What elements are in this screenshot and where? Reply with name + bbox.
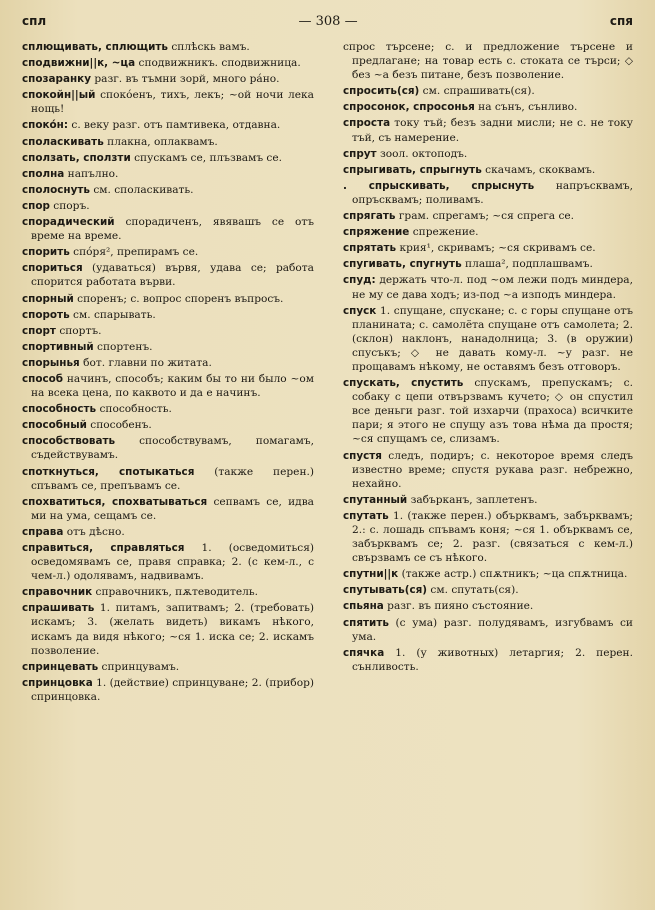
columns bbox=[22, 40, 633, 706]
entry-headword: спрут bbox=[343, 147, 377, 160]
entry-translation: см. спарывать. bbox=[73, 308, 156, 321]
entry-translation: (также астр.) спѫтникъ; ~ца спѫтница. bbox=[401, 568, 628, 581]
entry-headword: сполна bbox=[22, 167, 65, 180]
dictionary-entry bbox=[22, 418, 314, 432]
dictionary-entry bbox=[343, 376, 633, 446]
entry-translation: способствувамъ, помагамъ, съдействувамъ. bbox=[31, 435, 314, 462]
dictionary-entry bbox=[343, 273, 633, 301]
entry-headword: справиться, справляться bbox=[22, 542, 185, 554]
dictionary-entry bbox=[22, 88, 314, 116]
entry-headword: споласкивать bbox=[22, 135, 104, 148]
dictionary-entry bbox=[343, 147, 633, 161]
entry-headword: спутывать(ся) bbox=[343, 584, 428, 597]
dictionary-entry bbox=[22, 324, 314, 338]
entry-headword: спрягать bbox=[343, 210, 396, 223]
entry-translation: напълно. bbox=[67, 167, 119, 180]
entry-translation: справочникъ, пѫтеводитель. bbox=[95, 586, 259, 599]
entry-headword: спросить(ся) bbox=[343, 85, 420, 98]
dictionary-entry bbox=[343, 100, 633, 114]
entry-translation: напръсквамъ, опръсквамъ; поливамъ. bbox=[352, 179, 633, 206]
entry-translation: спортъ. bbox=[59, 324, 102, 337]
dictionary-entry bbox=[343, 509, 633, 565]
dictionary-entry bbox=[22, 356, 314, 370]
dictionary-entry bbox=[343, 84, 633, 98]
entry-translation: забърканъ, заплетенъ. bbox=[410, 493, 538, 506]
dictionary-entry bbox=[343, 241, 633, 255]
dictionary-entry bbox=[22, 118, 314, 132]
entry-translation: спрежение. bbox=[412, 226, 479, 239]
entry-headword: справочник bbox=[22, 586, 93, 599]
entry-translation: бот. главни по житата. bbox=[83, 356, 212, 369]
entry-headword: справа bbox=[22, 525, 64, 538]
entry-headword: спроста bbox=[343, 117, 391, 130]
entry-translation: держать что-л. под ~ом лежи подъ миндера, не му се дава ходъ; из-под ~а изподъ миндера. bbox=[352, 274, 633, 301]
dictionary-entry bbox=[22, 372, 314, 400]
entry-translation: спортенъ. bbox=[97, 340, 153, 353]
entry-headword: спохватиться, спохватываться bbox=[22, 495, 208, 508]
entry-translation: споръ. bbox=[53, 199, 90, 212]
entry-translation: сплѣскь вамъ. bbox=[171, 41, 250, 53]
entry-translation: спрос търсене; с. и предложение търсене и предлагане; на товар есть с. стоката се търси; ◇ без ~а безъ питане, безъ позволение. bbox=[343, 41, 633, 82]
entry-headword: спуд: bbox=[343, 274, 376, 287]
entry-translation: следъ, подиръ; с. некоторое время следъ известно време; спустя рукава разг. небрежно, нехайно. bbox=[352, 449, 633, 490]
entry-headword: сползать, сползти bbox=[22, 151, 131, 164]
entry-translation: см. споласкивать. bbox=[93, 183, 194, 196]
dictionary-entry bbox=[22, 308, 314, 322]
dictionary-entry bbox=[22, 434, 314, 462]
entry-translation: (удаваться) вървя, удава се; работа спорится работата върви. bbox=[31, 262, 314, 289]
entry-headword: . спрыскивать, спрыснуть bbox=[343, 179, 535, 192]
entry-headword: способствовать bbox=[22, 435, 116, 448]
entry-headword: спориться bbox=[22, 262, 83, 275]
dictionary-entry bbox=[22, 340, 314, 354]
entry-headword: спятить bbox=[343, 616, 389, 629]
entry-headword: спорный bbox=[22, 292, 74, 305]
entry-headword: спорт bbox=[22, 324, 56, 337]
entry-headword: спросонок, спросонья bbox=[343, 101, 475, 114]
entry-headword: спортивный bbox=[22, 340, 94, 353]
entry-headword: спринцевать bbox=[22, 660, 99, 673]
dictionary-entry bbox=[343, 304, 633, 374]
entry-translation: 1. питамъ, запитвамъ; 2. (требовать) искамъ; 3. (желать видеть) викамъ нѣкого, искамъ да видя нѣкого; ~ся 1. иска се; 2. искамъ позволение. bbox=[31, 602, 314, 657]
dictionary-entry bbox=[22, 215, 314, 243]
entry-headword: спорадический bbox=[22, 216, 115, 229]
entry-translation: крия¹, скривамъ; ~ся скривамъ се. bbox=[399, 242, 596, 255]
entry-headword: спозаранку bbox=[22, 73, 91, 86]
header-right-guideword: спя bbox=[609, 14, 633, 28]
entry-headword: спутни||к bbox=[343, 568, 399, 581]
entry-headword: спуск bbox=[343, 304, 377, 317]
entry-headword: спороть bbox=[22, 308, 70, 321]
entry-headword: спутанный bbox=[343, 493, 408, 506]
entry-translation: с. веку разг. отъ памтивека, отдавна. bbox=[71, 119, 281, 132]
entry-translation: споренъ; с. вопрос споренъ въпросъ. bbox=[77, 292, 284, 305]
dictionary-entry bbox=[343, 616, 633, 644]
page-number: — 308 — bbox=[298, 14, 358, 29]
dictionary-entry bbox=[22, 541, 314, 583]
page-header bbox=[22, 14, 633, 34]
entry-headword: способ bbox=[22, 372, 64, 385]
dictionary-entry bbox=[343, 567, 633, 581]
dictionary-entry bbox=[22, 167, 314, 181]
entry-headword: спорынья bbox=[22, 356, 80, 369]
entry-translation: споко́енъ, тихъ, лекъ; ~ой ночи лека нощь! bbox=[31, 89, 314, 116]
entry-translation: 1. спущане, спускане; с. с горы спущане отъ планината; с. самолёта спущане отъ самолета; 2. (склон) наклонъ, нанадолница; 3. (в оружии) спусъкъ; ◇ не давать кому-л. ~у разг. не прощавамъ нѣкому, не оставямъ безъ отговоръ. bbox=[352, 304, 634, 373]
dictionary-entry bbox=[22, 525, 314, 539]
entry-headword: споко́н: bbox=[22, 119, 69, 132]
entry-translation: скачамъ, скоквамъ. bbox=[485, 163, 596, 176]
entry-headword: спячка bbox=[343, 646, 385, 659]
entry-headword: сподвижни||к, ~ца bbox=[22, 57, 136, 70]
entry-headword: спрашивать bbox=[22, 602, 95, 615]
entry-translation: начинъ, способъ; каким бы то ни было ~ом на всека цена, по каквото и да е начинъ. bbox=[31, 372, 314, 400]
entry-translation: спо́ря², препирамъ се. bbox=[73, 246, 199, 259]
dictionary-entry bbox=[22, 56, 314, 70]
entry-translation: см. спрашивать(ся). bbox=[422, 85, 535, 98]
entry-translation: см. спутать(ся). bbox=[430, 584, 519, 597]
entry-headword: спугивать, спугнуть bbox=[343, 258, 462, 271]
entry-translation: плаша², подплашвамъ. bbox=[465, 258, 593, 271]
entry-translation: на сънъ, сънливо. bbox=[478, 101, 578, 114]
entry-translation: отъ дѣсно. bbox=[66, 525, 125, 538]
left-column bbox=[22, 40, 314, 706]
dictionary-entry bbox=[343, 257, 633, 271]
entry-translation: спорадиченъ, явявашъ се отъ време на време. bbox=[31, 216, 314, 243]
dictionary-entry bbox=[343, 209, 633, 223]
entry-headword: спокойн||ый bbox=[22, 89, 96, 102]
dictionary-entry bbox=[343, 646, 633, 674]
dictionary-entry bbox=[22, 402, 314, 416]
dictionary-entry bbox=[22, 151, 314, 165]
entry-translation: разг. въ пияно състояние. bbox=[387, 600, 534, 613]
entry-headword: спьяна bbox=[343, 600, 384, 613]
entry-translation: 1. (действие) спринцуване; 2. (прибор) спринцовка. bbox=[31, 676, 314, 703]
dictionary-entry bbox=[343, 599, 633, 613]
entry-translation: (с ума) разг. полудявамъ, изгубвамъ си ума. bbox=[352, 616, 633, 643]
dictionary-entry bbox=[22, 72, 314, 86]
dictionary-entry bbox=[22, 585, 314, 599]
dictionary-entry bbox=[343, 225, 633, 239]
entry-headword: споткнуться, спотыкаться bbox=[22, 465, 195, 478]
dictionary-entry bbox=[343, 449, 633, 491]
entry-translation: 1. (у животных) летаргия; 2. перен. сънливость. bbox=[352, 646, 633, 673]
entry-translation: разг. въ тъмни зорй, много ра́но. bbox=[94, 73, 280, 86]
dictionary-entry bbox=[22, 465, 314, 493]
dictionary-entry bbox=[343, 116, 633, 144]
entry-translation: грам. спрегамъ; ~ся спрега се. bbox=[398, 210, 575, 223]
entry-headword: спрыгивать, спрыгнуть bbox=[343, 163, 482, 176]
dictionary-entry bbox=[22, 292, 314, 306]
entry-headword: спускать, спустить bbox=[343, 377, 464, 390]
entry-headword: спряжение bbox=[343, 226, 410, 239]
dictionary-entry bbox=[22, 495, 314, 523]
dictionary-entry bbox=[22, 245, 314, 259]
entry-translation: способенъ. bbox=[90, 419, 152, 432]
dictionary-entry bbox=[343, 40, 633, 82]
entry-translation: способность. bbox=[99, 403, 172, 416]
entry-headword: спринцовка bbox=[22, 676, 93, 689]
entry-headword: сплющивать, сплющить bbox=[22, 41, 168, 53]
entry-translation: спускамъ се, плъзвамъ се. bbox=[134, 151, 282, 164]
dictionary-entry bbox=[22, 199, 314, 213]
dictionary-entry bbox=[22, 261, 314, 289]
dictionary-entry bbox=[343, 583, 633, 597]
entry-translation: спускамъ, препускамъ; с. собаку с цепи отвързвамъ кучето; ◇ он спустил все деньги разг. той изхарчи (прахоса) всичките пари; я этого не спущу азъ това нѣма да простя; ~ся спущамъ се, слизамъ. bbox=[352, 377, 633, 446]
entry-translation: (также перен.) спъвамъ се, препъвамъ се. bbox=[31, 465, 314, 492]
entry-headword: спрятать bbox=[343, 242, 397, 255]
dictionary-entry bbox=[22, 676, 314, 704]
entry-translation: току тъй; безъ задни мисли; не с. не току тъй, съ намерение. bbox=[352, 117, 633, 144]
right-column bbox=[343, 40, 633, 706]
dictionary-entry bbox=[22, 601, 314, 657]
header-left-guideword: спл bbox=[22, 14, 47, 28]
entry-headword: спорить bbox=[22, 246, 70, 259]
dictionary-entry bbox=[343, 493, 633, 507]
entry-translation: 1. (также перен.) обърквамъ, забърквамъ; 2.: с. лошадь спъвамъ коня; ~ся 1. обърквамъ се, забърквамъ се; 2. разг. (связаться с кем-л.) свързвамъ се съ нѣкого. bbox=[352, 509, 634, 565]
entry-translation: 1. (осведомиться) осведомявамъ се, правя справка; 2. (с кем-л., с чем-л.) одолявамъ, надвивамъ. bbox=[31, 542, 315, 583]
dictionary-entry bbox=[22, 183, 314, 197]
entry-headword: сполоснуть bbox=[22, 183, 90, 196]
dictionary-entry bbox=[22, 135, 314, 149]
dictionary-entry bbox=[22, 660, 314, 674]
entry-headword: спутать bbox=[343, 509, 389, 522]
entry-translation: сподвижникъ. сподвижница. bbox=[138, 57, 301, 70]
dictionary-entry bbox=[343, 179, 633, 207]
entry-headword: способный bbox=[22, 419, 87, 432]
entry-translation: зоол. октоподъ. bbox=[379, 147, 468, 160]
entry-translation: сепвамъ се, идва ми на ума, сещамъ се. bbox=[31, 495, 314, 522]
entry-translation: спринцувамъ. bbox=[101, 660, 180, 673]
entry-headword: спор bbox=[22, 199, 50, 212]
entry-translation: плакна, оплаквамъ. bbox=[107, 135, 218, 148]
entry-headword: способность bbox=[22, 403, 97, 416]
dictionary-entry bbox=[22, 40, 314, 54]
dictionary-entry bbox=[343, 163, 633, 177]
entry-headword: спустя bbox=[343, 449, 382, 462]
